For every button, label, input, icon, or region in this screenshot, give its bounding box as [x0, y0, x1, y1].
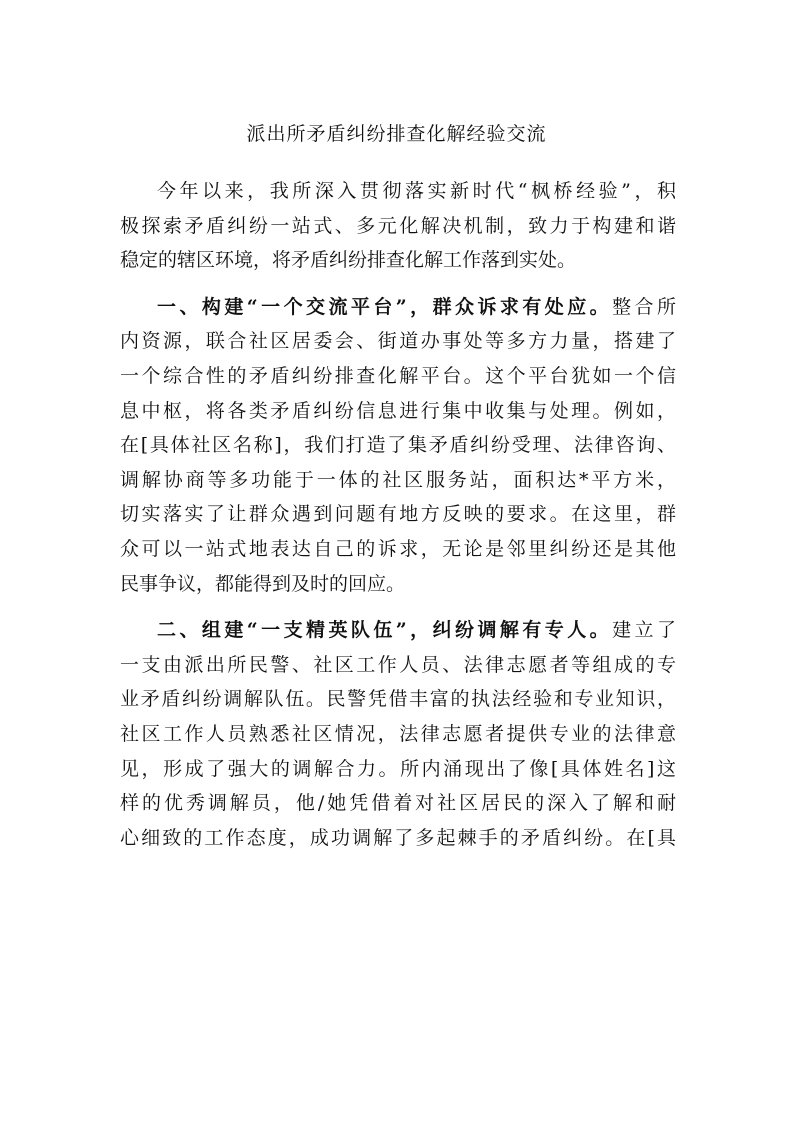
document-body: [120, 174, 676, 855]
paragraph-line: 一支由派出所民警、社区工作人员、法律志愿者等组成的专: [120, 653, 676, 676]
paragraph-line: 业矛盾纠纷调解队伍。民警凭借丰富的执法经验和专业知识，: [120, 688, 676, 711]
paragraph-line: 样的优秀调解员，他/她凭借着对社区居民的深入了解和耐: [120, 792, 676, 815]
paragraph-intro: [120, 174, 676, 278]
paragraph-section-one: [120, 290, 676, 601]
paragraph-line: 民事争议，都能得到及时的回应。: [120, 572, 406, 595]
paragraph-line: 众可以一站式地表达自己的诉求，无论是邻里纠纷还是其他: [120, 537, 676, 560]
paragraph-line: 调解协商等多功能于一体的社区服务站，面积达*平方米，: [120, 468, 676, 491]
paragraph-line: 心细致的工作态度，成功调解了多起棘手的矛盾纠纷。在[具: [120, 826, 676, 849]
paragraph-gap: [120, 278, 676, 290]
paragraph-line: 息中枢，将各类矛盾纠纷信息进行集中收集与处理。例如，: [120, 399, 676, 422]
paragraph-gap: [120, 601, 676, 613]
paragraph-line: 一个综合性的矛盾纠纷排查化解平台。这个平台犹如一个信: [120, 364, 676, 387]
paragraph-line: 稳定的辖区环境，将矛盾纠纷排查化解工作落到实处。: [120, 249, 577, 272]
section-heading-line: 一、构建“一个交流平台”，群众诉求有处应。整合所: [157, 295, 676, 318]
section-heading-line: 二、组建“一支精英队伍”，纠纷调解有专人。建立了: [157, 619, 676, 642]
paragraph-line: 在[具体社区名称]，我们打造了集矛盾纠纷受理、法律咨询、: [120, 434, 676, 457]
paragraph-line: 切实落实了让群众遇到问题有地方反映的要求。在这里，群: [120, 503, 676, 526]
paragraph-line: 社区工作人员熟悉社区情况，法律志愿者提供专业的法律意: [120, 722, 676, 745]
paragraph-line: 今年以来，我所深入贯彻落实新时代“枫桥经验”，积: [157, 180, 676, 202]
paragraph-section-two: [120, 613, 676, 855]
paragraph-line: 极探索矛盾纠纷一站式、多元化解决机制，致力于构建和谐: [120, 214, 676, 237]
page-title: 派出所矛盾纠纷排查化解经验交流: [246, 123, 547, 145]
section-heading: 一、构建“一个交流平台”，群众诉求有处应。: [157, 295, 613, 318]
section-heading: 二、组建“一支精英队伍”，纠纷调解有专人。: [157, 619, 613, 642]
paragraph-line: 内资源，联合社区居委会、街道办事处等多方力量，搭建了: [120, 330, 676, 353]
paragraph-line: 见，形成了强大的调解合力。所内涌现出了像[具体姓名]这: [120, 757, 676, 780]
